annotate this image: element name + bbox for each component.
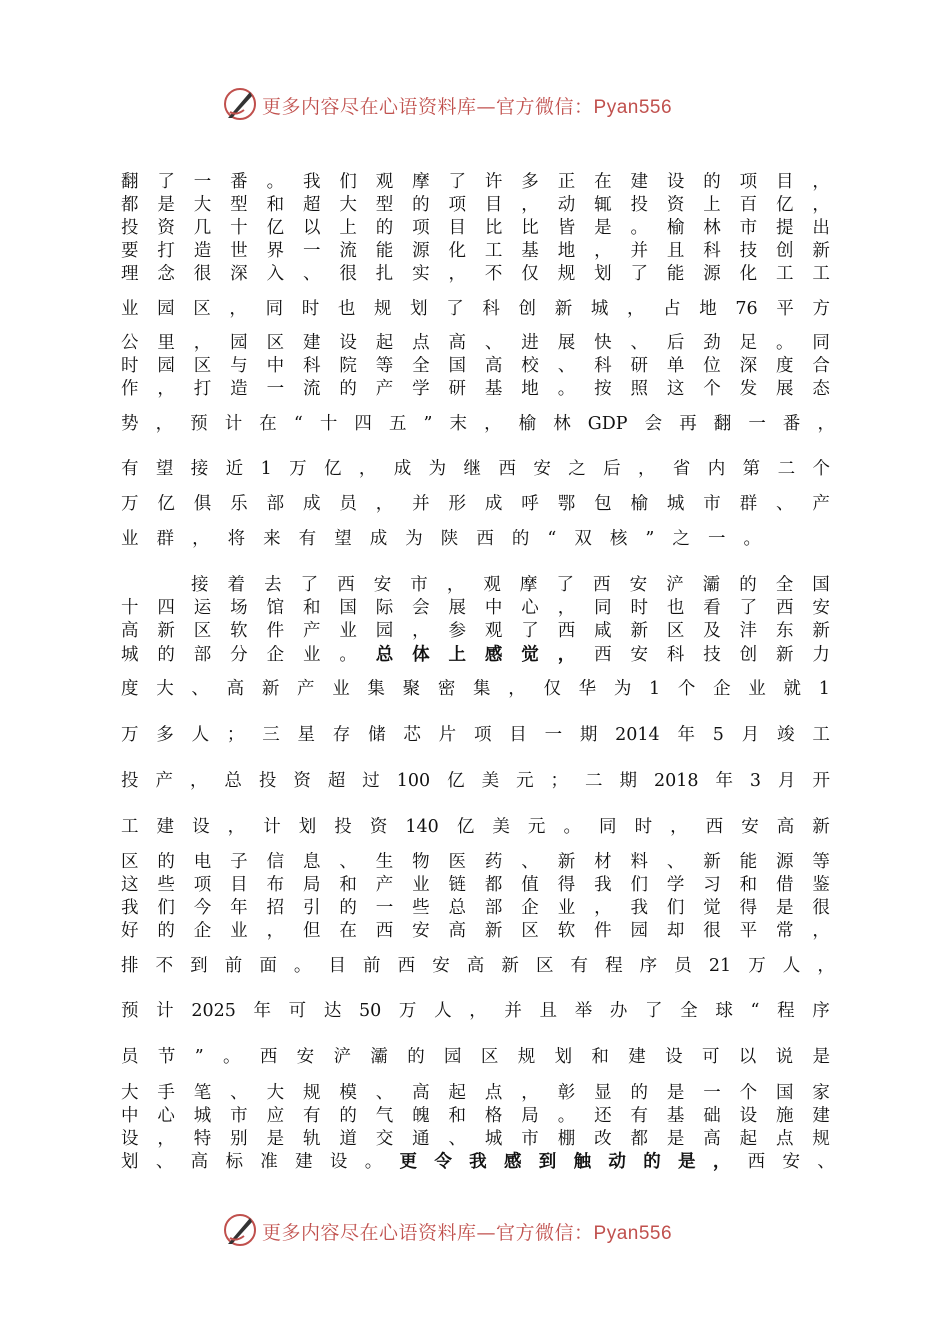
- text-line: 都 是 大 型 和 超 大 型 的 项 目 ， 动 辄 投 资 上 百 亿 ，: [121, 195, 830, 215]
- wechat-id: Pyan556: [593, 1223, 673, 1244]
- text-line: 高 新 区 软 件 产 业 园 ， 参 观 了 西 咸 新 区 及 沣 东 新: [121, 621, 830, 641]
- text-line: 翻 了 一 番 。 我 们 观 摩 了 许 多 正 在 建 设 的 项 目 ，: [121, 172, 830, 192]
- text-line: 城 的 部 分 企 业 。 总 体 上 感 觉 ， 西 安 科 技 创 新 力: [121, 645, 830, 665]
- text-line: 时 园 区 与 中 科 院 等 全 国 高 校 、 科 研 单 位 深 度 合: [121, 356, 830, 376]
- text-line: 大 手 笔 、 大 规 模 、 高 起 点 ， 彰 显 的 是 一 个 国 家: [121, 1083, 830, 1103]
- quill-pen-logo-icon: [222, 1212, 258, 1248]
- text-line: 万 亿 俱 乐 部 成 员 ， 并 形 成 呼 鄂 包 榆 城 市 群 、 产: [121, 494, 830, 514]
- text-line: 投 产 ， 总 投 资 超 过 100 亿 美 元 ； 二 期 2018 年 3 月 开: [121, 771, 830, 791]
- text-line: 划 、 高 标 准 建 设 。 更 令 我 感 到 触 动 的 是 ， 西 安 、: [121, 1152, 835, 1172]
- text-line: 业 群 ， 将 来 有 望 成 为 陕 西 的 “ 双 核 ” 之 一 。: [121, 529, 761, 549]
- text-line: 接 着 去 了 西 安 市 ， 观 摩 了 西 安 浐 灞 的 全 国: [191, 575, 830, 595]
- text-line: 设 ， 特 别 是 轨 道 交 通 、 城 市 棚 改 都 是 高 起 点 规: [121, 1129, 830, 1149]
- text-line: 十 四 运 场 馆 和 国 际 会 展 中 心 ， 同 时 也 看 了 西 安: [121, 598, 830, 618]
- header-banner-text: 更多内容尽在心语资料库—官方微信：Pyan556: [262, 96, 673, 118]
- footer-banner-text: 更多内容尽在心语资料库—官方微信：Pyan556: [262, 1222, 673, 1244]
- text-line: 作 ， 打 造 一 流 的 产 学 研 基 地 。 按 照 这 个 发 展 态: [121, 379, 830, 399]
- text-line: 万 多 人 ； 三 星 存 储 芯 片 项 目 一 期 2014 年 5 月 竣 工: [121, 725, 830, 745]
- text-line: 公 里 ， 园 区 建 设 起 点 高 、 进 展 快 、 后 劲 足 。 同: [121, 333, 830, 353]
- text-line: 度 大 、 高 新 产 业 集 聚 密 集 ， 仅 华 为 1 个 企 业 就 1: [121, 679, 830, 699]
- text-line: 工 建 设 ， 计 划 投 资 140 亿 美 元 。 同 时 ， 西 安 高 新: [121, 817, 830, 837]
- text-line: 有 望 接 近 1 万 亿 ， 成 为 继 西 安 之 后 ， 省 内 第 二 个: [121, 459, 830, 479]
- quill-pen-logo-icon: [222, 86, 258, 122]
- text-line: 势 ， 预 计 在 “ 十 四 五 ” 末 ， 榆 林 GDP 会 再 翻 一 番 ，: [121, 414, 835, 434]
- text-line: 员 节 ” 。 西 安 浐 灞 的 园 区 规 划 和 建 设 可 以 说 是: [121, 1047, 830, 1067]
- text-line: 业 园 区 ， 同 时 也 规 划 了 科 创 新 城 ， 占 地 76 平 方: [121, 299, 830, 319]
- text-line: 这 些 项 目 布 局 和 产 业 链 都 值 得 我 们 学 习 和 借 鉴: [121, 875, 830, 895]
- text-line: 理 念 很 深 入 、 很 扎 实 ， 不 仅 规 划 了 能 源 化 工 工: [121, 264, 830, 284]
- header-banner: [0, 86, 950, 126]
- text-line: 要 打 造 世 界 一 流 能 源 化 工 基 地 ， 并 且 科 技 创 新: [121, 241, 830, 261]
- text-line: 投 资 几 十 亿 以 上 的 项 目 比 比 皆 是 。 榆 林 市 提 出: [121, 218, 830, 238]
- footer-banner: [0, 1212, 950, 1252]
- wechat-id: Pyan556: [593, 97, 673, 118]
- text-line: 中 心 城 市 应 有 的 气 魄 和 格 局 。 还 有 基 础 设 施 建: [121, 1106, 830, 1126]
- text-line: 区 的 电 子 信 息 、 生 物 医 药 、 新 材 料 、 新 能 源 等: [121, 852, 830, 872]
- text-line: 排 不 到 前 面 。 目 前 西 安 高 新 区 有 程 序 员 21 万 人 ，: [121, 956, 835, 976]
- text-line: 预 计 2025 年 可 达 50 万 人 ， 并 且 举 办 了 全 球 “ 程 序: [121, 1001, 830, 1021]
- text-line: 我 们 今 年 招 引 的 一 些 总 部 企 业 ， 我 们 觉 得 是 很: [121, 898, 830, 918]
- text-line: 好 的 企 业 ， 但 在 西 安 高 新 区 软 件 园 却 很 平 常 ，: [121, 921, 830, 941]
